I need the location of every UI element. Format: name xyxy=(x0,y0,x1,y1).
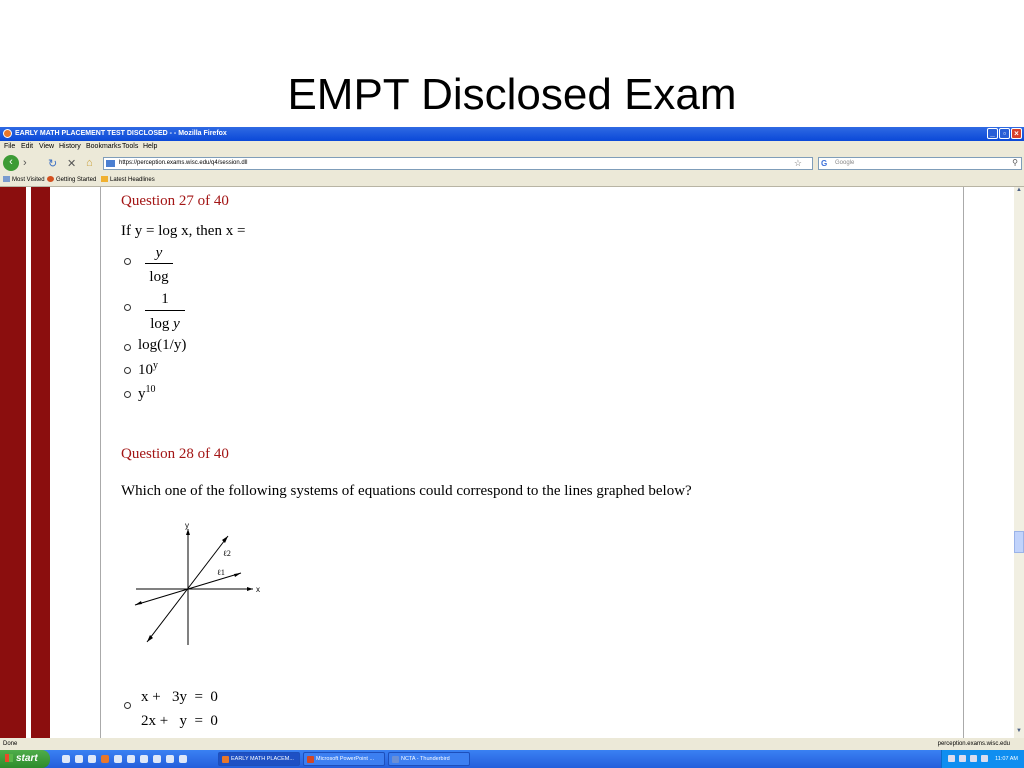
volume-tray-icon[interactable] xyxy=(970,755,977,762)
l1-arrowhead-right xyxy=(234,573,241,577)
home-icon[interactable]: ⌂ xyxy=(86,157,93,169)
exam-page xyxy=(100,187,964,738)
url-bar[interactable] xyxy=(103,157,813,170)
forward-icon[interactable]: › xyxy=(23,157,27,169)
question-27-prompt: If y = log x, then x = xyxy=(121,223,246,239)
url-text: https://perception.exams.wisc.edu/q4/session.dll xyxy=(119,160,248,166)
q28-option-1-equation-2: 2x + y = 0 xyxy=(141,713,218,729)
tray-icon-4[interactable] xyxy=(981,755,988,762)
help-tray-icon[interactable] xyxy=(948,755,955,762)
window-title: EARLY MATH PLACEMENT TEST DISCLOSED - - Mozilla Firefox xyxy=(15,130,227,137)
quicklaunch-icon-8[interactable] xyxy=(153,755,161,763)
quicklaunch-icon-9[interactable] xyxy=(166,755,174,763)
l1-label: ℓ1 xyxy=(217,568,225,577)
vertical-scrollbar[interactable] xyxy=(1014,187,1024,738)
left-rail-stripe-2 xyxy=(31,187,50,738)
slide-title: EMPT Disclosed Exam xyxy=(287,70,737,119)
radio-q28-option-1[interactable] xyxy=(124,702,131,709)
q27-option-5-text: $y^{10}$ xyxy=(138,384,156,402)
search-input[interactable] xyxy=(818,157,1022,170)
close-button[interactable]: × xyxy=(1011,128,1022,139)
scroll-down-icon[interactable]: ▼ xyxy=(1016,728,1022,734)
bookmark-star-icon[interactable]: ☆ xyxy=(793,158,802,168)
radio-q27-option-3[interactable] xyxy=(124,344,131,351)
firefox-icon xyxy=(222,756,229,763)
page-content xyxy=(0,187,1014,738)
reload-icon[interactable]: ↻ xyxy=(48,158,58,170)
status-text: Done xyxy=(3,741,18,747)
x-arrowhead xyxy=(247,587,253,591)
menu-help[interactable]: Help xyxy=(143,143,158,150)
quicklaunch-icon-7[interactable] xyxy=(140,755,148,763)
bookmarks-toolbar xyxy=(0,173,1024,187)
navigation-toolbar xyxy=(0,153,1024,173)
bookmark-getting-started[interactable]: Getting Started xyxy=(47,176,96,183)
folder-icon xyxy=(3,176,10,182)
firefox-window xyxy=(0,127,1024,768)
left-rail-stripe xyxy=(0,187,26,738)
radio-q27-option-5[interactable] xyxy=(124,391,131,398)
q27-option-4-text: 10$^y$ xyxy=(138,360,158,378)
quicklaunch-icon-10[interactable] xyxy=(179,755,187,763)
question-28-title: Question 28 of 40 xyxy=(121,446,229,462)
menu-edit[interactable]: Edit xyxy=(21,143,34,150)
q27-opt2-denominator: log y xyxy=(150,316,180,332)
q27-opt2-fraction-bar xyxy=(145,310,185,311)
menu-bookmarks[interactable]: Bookmarks xyxy=(86,143,122,150)
q27-opt1-denominator: log xyxy=(149,269,169,285)
restore-button[interactable]: ▫ xyxy=(999,128,1010,139)
title-bar xyxy=(0,127,1024,141)
bookmark-most-visited[interactable]: Most Visited xyxy=(3,176,45,183)
search-placeholder: Google xyxy=(835,160,855,166)
menu-file[interactable]: File xyxy=(4,143,16,150)
network-tray-icon[interactable] xyxy=(959,755,966,762)
quicklaunch-icon-6[interactable] xyxy=(127,755,135,763)
x-axis-label: x xyxy=(256,585,260,594)
status-bar xyxy=(0,738,1024,750)
menu-tools[interactable]: Tools xyxy=(122,143,139,150)
y-axis-label: y xyxy=(185,521,189,530)
q27-option-3-text: log(1/y) xyxy=(138,337,187,353)
site-favicon-icon xyxy=(106,160,115,167)
radio-q27-option-2[interactable] xyxy=(124,304,131,311)
firefox-icon xyxy=(47,176,54,182)
taskbar-item-thunderbird[interactable]: NCTA - Thunderbird xyxy=(388,752,470,766)
minimize-button[interactable]: _ xyxy=(987,128,998,139)
quicklaunch-icon-1[interactable] xyxy=(62,755,70,763)
menu-bar xyxy=(0,141,1024,153)
l2-label: ℓ2 xyxy=(223,549,231,558)
menu-history[interactable]: History xyxy=(59,143,81,150)
system-tray xyxy=(941,750,1024,768)
question-28-prompt: Which one of the following systems of equations could correspond to the lines graphed below? xyxy=(121,483,692,499)
firefox-icon xyxy=(3,129,12,138)
radio-q27-option-4[interactable] xyxy=(124,367,131,374)
l1-arrowhead-left xyxy=(135,601,142,605)
bookmark-latest-headlines[interactable]: Latest Headlines xyxy=(101,176,155,183)
back-button[interactable]: ‹ xyxy=(3,155,19,171)
lines-graph xyxy=(131,519,271,649)
status-domain: perception.exams.wisc.edu xyxy=(937,741,1010,747)
q27-opt1-numerator: y xyxy=(155,245,163,261)
question-27-title: Question 27 of 40 xyxy=(121,193,229,209)
radio-q27-option-1[interactable] xyxy=(124,258,131,265)
google-icon: G xyxy=(821,159,828,168)
scrollbar-thumb[interactable] xyxy=(1014,531,1024,553)
q27-opt2-numerator: 1 xyxy=(161,291,169,307)
q28-option-1-equation-1: x + 3y = 0 xyxy=(141,689,218,705)
menu-view[interactable]: View xyxy=(39,143,55,150)
quicklaunch-icon-3[interactable] xyxy=(88,755,96,763)
taskbar-item-firefox[interactable]: EARLY MATH PLACEM... xyxy=(218,752,300,766)
powerpoint-icon xyxy=(307,756,314,763)
quicklaunch-icon-2[interactable] xyxy=(75,755,83,763)
windows-flag-icon xyxy=(5,754,13,762)
scroll-up-icon[interactable]: ▲ xyxy=(1016,187,1022,193)
rss-icon xyxy=(101,176,108,182)
windows-taskbar xyxy=(0,750,1024,768)
taskbar-item-powerpoint[interactable]: Microsoft PowerPoint ... xyxy=(303,752,385,766)
q27-opt1-fraction-bar xyxy=(145,263,173,264)
search-icon[interactable]: ⚲ xyxy=(1012,158,1018,167)
stop-icon[interactable]: ✕ xyxy=(67,158,77,170)
quicklaunch-icon-5[interactable] xyxy=(114,755,122,763)
firefox-quicklaunch-icon[interactable] xyxy=(101,755,109,763)
start-button[interactable]: start xyxy=(0,750,50,768)
thunderbird-icon xyxy=(392,756,399,763)
clock: 11:07 AM xyxy=(995,756,1018,762)
